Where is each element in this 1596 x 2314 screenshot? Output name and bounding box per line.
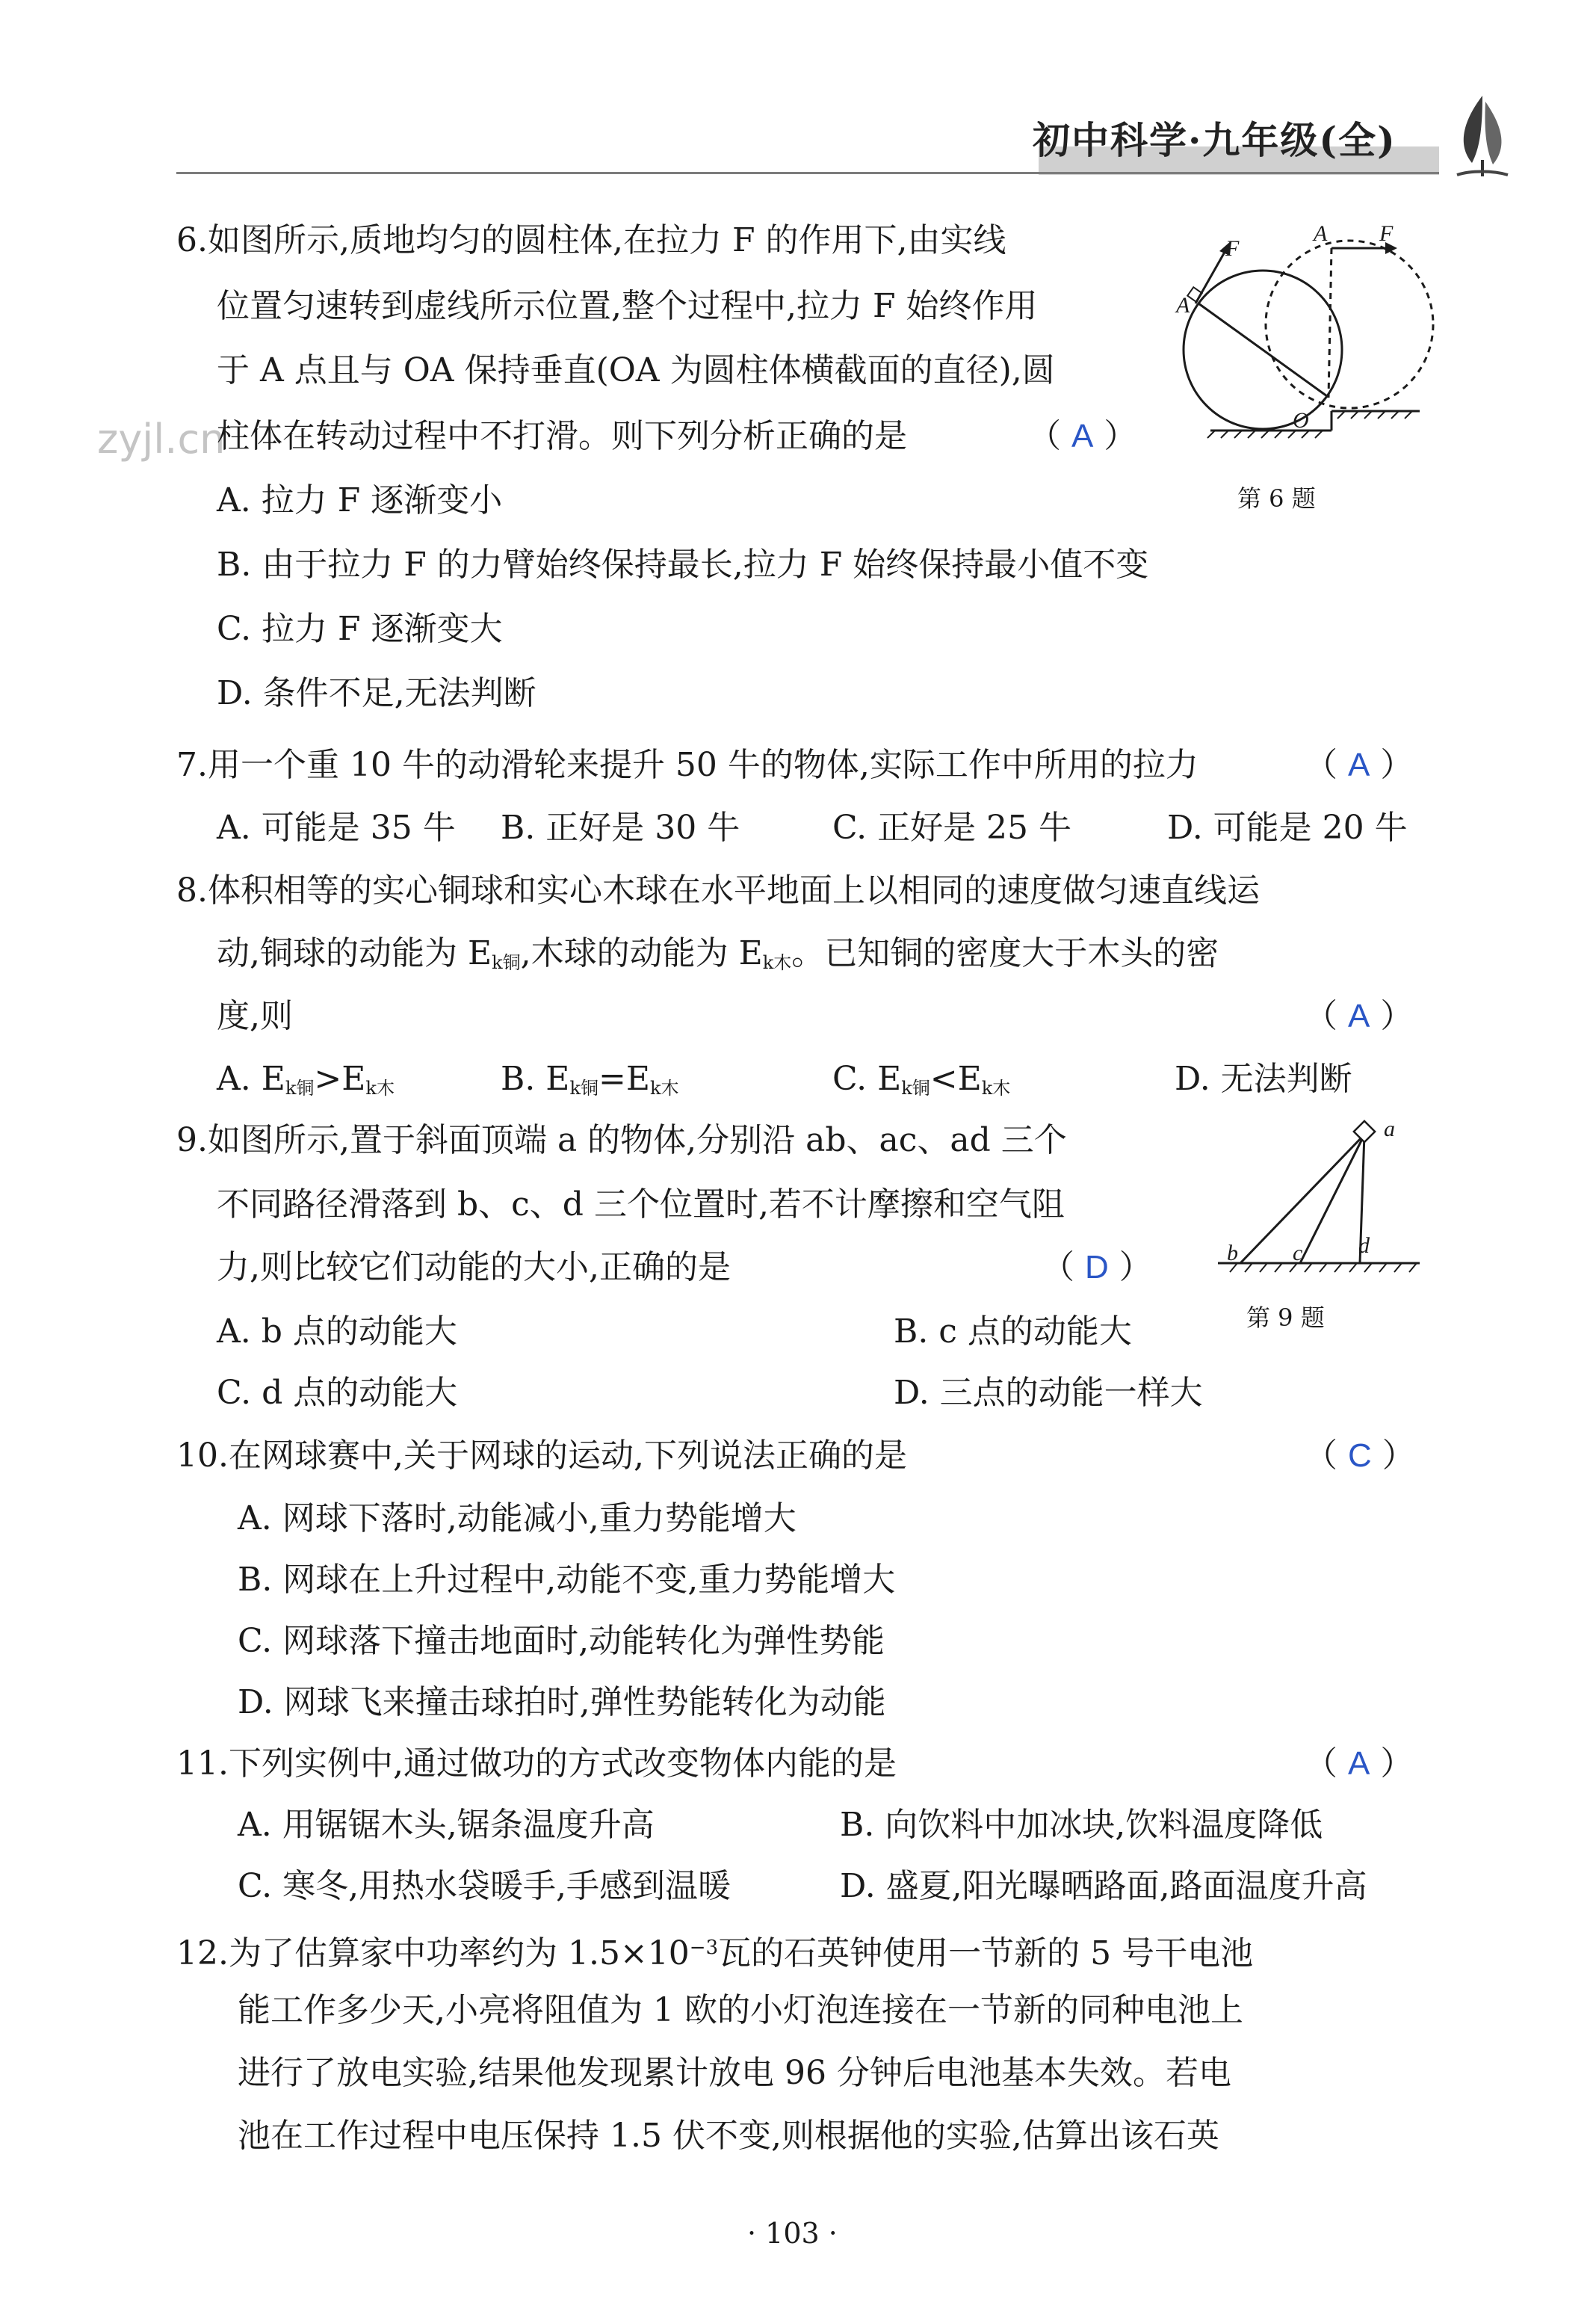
q6-answer: A — [1071, 418, 1094, 454]
q11-option-c: C. 寒冬,用热水袋暖手,手感到温暖 — [238, 1867, 732, 1905]
q8-option-a: A. $E_{k铜}>E_{k木}$ — [217, 1060, 395, 1099]
q10-option-a: A. 网球下落时,动能减小,重力势能增大 — [238, 1499, 797, 1537]
q8-line-1: 8.体积相等的实心铜球和实心木球在水平地面上以相同的速度做匀速直线运 — [176, 871, 1260, 910]
q12-line-3: 进行了放电实验,结果他发现累计放电 96 分钟后电池基本失效。若电 — [238, 2054, 1231, 2092]
q6-fig-label-f1: F — [1225, 236, 1240, 261]
q6-line-1: 6.如图所示,质地均匀的圆柱体,在拉力 F 的作用下,由实线 — [176, 221, 1006, 259]
q6-fig-label-a2: A — [1314, 221, 1328, 246]
q12-line-1: 12.为了估算家中功率约为 $1.5\times 10^{-3}$瓦的石英钟使用一节新的 5 号干电池 — [176, 1934, 1254, 1972]
q9-option-c: C. d 点的动能大 — [217, 1374, 458, 1412]
q6-line-3: 于 A 点且与 OA 保持垂直(OA 为圆柱体横截面的直径),圆 — [217, 351, 1055, 389]
q7-answer: A — [1348, 747, 1370, 783]
q12-line-4: 池在工作过程中电压保持 1.5 伏不变,则根据他的实验,估算出该石英 — [238, 2117, 1219, 2155]
q9-fig-label-a: a — [1384, 1117, 1395, 1141]
q10-answer-bracket: （ C ） — [1305, 1437, 1415, 1475]
q11-option-d: D. 盛夏,阳光曝晒路面,路面温度升高 — [840, 1867, 1367, 1905]
q7-option-a: A. 可能是 35 牛 — [217, 809, 456, 847]
q6-fig-label-a1: A — [1176, 293, 1190, 318]
q7-answer-bracket: （ A ） — [1305, 746, 1414, 784]
q10-answer: C — [1348, 1437, 1372, 1474]
q10-option-b: B. 网球在上升过程中,动能不变,重力势能增大 — [238, 1561, 896, 1599]
q9-fig-label-b: b — [1227, 1241, 1238, 1265]
q6-option-c: C. 拉力 F 逐渐变大 — [217, 610, 503, 648]
q9-line-2: 不同路径滑落到 b、c、d 三个位置时,若不计摩擦和空气阻 — [217, 1185, 1065, 1224]
q8-line-3: 度,则 — [217, 997, 293, 1035]
q10-option-d: D. 网球飞来撞击球拍时,弹性势能转化为动能 — [238, 1683, 886, 1721]
q7-option-d: D. 可能是 20 牛 — [1167, 809, 1408, 847]
q7-stem: 7.用一个重 10 牛的动滑轮来提升 50 牛的物体,实际工作中所用的拉力 — [176, 746, 1198, 784]
q6-option-b: B. 由于拉力 F 的力臂始终保持最长,拉力 F 始终保持最小值不变 — [217, 546, 1149, 584]
q9-answer-bracket: （ D ） — [1042, 1248, 1152, 1286]
q9-caption: 第 9 题 — [1246, 1303, 1325, 1332]
q6-fig-label-o: O — [1293, 408, 1309, 433]
q10-stem: 10.在网球赛中,关于网球的运动,下列说法正确的是 — [176, 1437, 907, 1475]
q11-option-b: B. 向饮料中加冰块,饮料温度降低 — [840, 1806, 1323, 1844]
q6-option-d: D. 条件不足,无法判断 — [217, 674, 536, 712]
q10-option-c: C. 网球落下撞击地面时,动能转化为弹性势能 — [238, 1622, 885, 1660]
q9-answer: D — [1085, 1249, 1109, 1286]
q6-fig-label-f2: F — [1379, 221, 1394, 246]
q11-option-a: A. 用锯锯木头,锯条温度升高 — [238, 1806, 655, 1844]
leaf-icon — [1453, 91, 1511, 181]
q8-option-d: D. 无法判断 — [1175, 1060, 1352, 1098]
q8-answer: A — [1348, 998, 1370, 1034]
q11-answer: A — [1348, 1745, 1370, 1782]
q9-option-d: D. 三点的动能一样大 — [894, 1374, 1203, 1412]
watermark: zyjl.cn — [97, 416, 226, 463]
q6-line-4: 柱体在转动过程中不打滑。则下列分析正确的是 — [217, 417, 907, 455]
q6-option-a: A. 拉力 F 逐渐变小 — [217, 481, 503, 519]
q6-caption: 第 6 题 — [1237, 484, 1316, 513]
q9-fig-label-d: d — [1358, 1233, 1370, 1258]
header-title: 初中科学·九年级(全) — [1033, 118, 1396, 162]
q6-line-2: 位置匀速转到虚线所示位置,整个过程中,拉力 F 始终作用 — [217, 287, 1038, 325]
q9-fig-label-c: c — [1293, 1241, 1303, 1265]
q11-stem: 11.下列实例中,通过做功的方式改变物体内能的是 — [176, 1744, 897, 1783]
header-rule — [176, 172, 1439, 174]
q9-option-a: A. b 点的动能大 — [217, 1312, 457, 1351]
q6-figure — [1166, 209, 1479, 493]
q6-answer-bracket: （ A ） — [1028, 417, 1137, 455]
q8-option-b: B. $E_{k铜}=E_{k木}$ — [501, 1060, 679, 1099]
q9-figure — [1210, 1114, 1427, 1278]
q12-line-2: 能工作多少天,小亮将阻值为 1 欧的小灯泡连接在一节新的同种电池上 — [238, 1991, 1243, 2029]
q9-option-b: B. c 点的动能大 — [894, 1312, 1132, 1351]
q8-answer-bracket: （ A ） — [1305, 997, 1414, 1035]
q8-option-c: C. $E_{k铜}<E_{k木}$ — [832, 1060, 1011, 1099]
q9-line-3: 力,则比较它们动能的大小,正确的是 — [217, 1248, 731, 1286]
q7-option-c: C. 正好是 25 牛 — [832, 809, 1072, 847]
q7-option-b: B. 正好是 30 牛 — [501, 809, 740, 847]
page-number: · 103 · — [747, 2217, 838, 2250]
q11-answer-bracket: （ A ） — [1305, 1744, 1414, 1783]
q9-line-1: 9.如图所示,置于斜面顶端 a 的物体,分别沿 ab、ac、ad 三个 — [176, 1121, 1067, 1159]
q8-line-2: 动,铜球的动能为 $E_{k铜}$,木球的动能为 $E_{k木}$。已知铜的密度大于木头的密 — [217, 934, 1219, 973]
